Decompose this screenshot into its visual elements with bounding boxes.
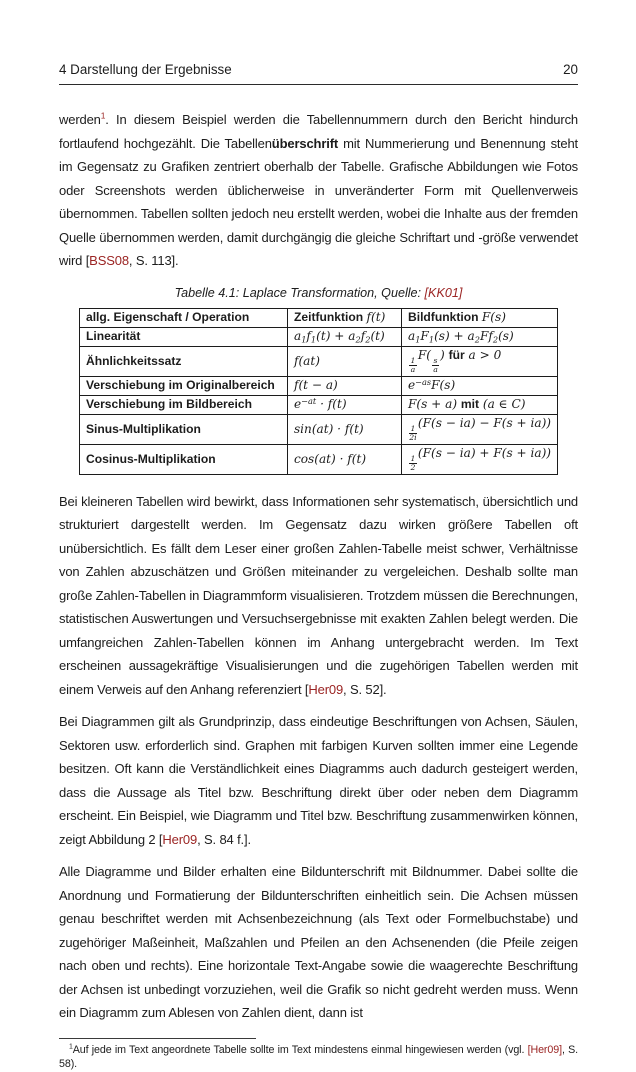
laplace-transformation-table (79, 308, 558, 475)
body-paragraphs (59, 490, 578, 1025)
table-row (79, 346, 557, 376)
table-row (79, 327, 557, 346)
table-cell-bildfunktion: F(s + a) mit (a ∈ C) (401, 395, 557, 414)
footnote-text: $^1$Auf jede im Text angeordnete Tabelle sollte im Text mindestens einmal hingewiesen werden (vgl. [Her09], S. 58). (59, 1043, 578, 1071)
footnote-rule (59, 1038, 256, 1039)
table-cell-operation: Verschiebung im Originalbereich (79, 376, 287, 395)
table-cell-operation: Ähnlichkeitssatz (79, 346, 287, 376)
page-header (59, 62, 578, 85)
table-cell-operation: Sinus-Multiplikation (79, 414, 287, 444)
table-cell-bildfunktion: $\frac{1}{2i}$ (F(s − ia) − F(s + ia)) (401, 414, 557, 444)
table-cell-bildfunktion: $e^{-as}F(s)$ (401, 376, 557, 395)
table-column-header: allg. Eigenschaft / Operation (79, 308, 287, 327)
table-cell-bildfunktion: $a_1F_1(s) + a_2Ff_2(s)$ (401, 327, 557, 346)
paragraph: Alle Diagramme und Bilder erhalten eine Bildunterschrift mit Bildnummer. Dabei sollte die Anordnung und Formatierung der Bildunterschriften einheitlich sein. Die Achsen müssen genau beschriftet werden mit Achsenbezeichnung (als Text oder Formelbuchstabe) und zugehöriger Maßeinheit, Maßzahlen und Pfeilen an den Achsenenden (die Pfeile zeigen nach oben und rechts). Eine horizontale Text-Angabe sowie die waagerechte Beschriftung der Achsen ist unbedingt vorzuziehen, weil die Grafik so nicht gedreht werden muss. Wenn ein Diagramm zum Ablesen von Zahlen dient, dann ist (59, 864, 578, 1021)
table-cell-operation: Linearität (79, 327, 287, 346)
page-content (59, 108, 578, 1072)
table-row (79, 376, 557, 395)
table-cell-bildfunktion: $\frac{1}{2}$ (F(s − ia) + F(s + ia)) (401, 444, 557, 474)
table-header-row (79, 308, 557, 327)
table-row (79, 395, 557, 414)
page-number: 20 (563, 62, 578, 77)
table-cell-zeitfunktion: $e^{-at} \cdot f(t)$ (287, 395, 401, 414)
paragraph: werden$^1$. In diesem Beispiel werden die Tabellennummern durch den Bericht hindurch fortlaufend hochgezählt. Die Tabellenüberschrift mit Nummerierung und Benennung steht im Gegensatz zu Grafiken zentriert oberhalb der Tabelle. Grafische Abbildungen wie Fotos oder Screenshots werden üblicherweise in unveränderter Form mit Quellenverweis übernommen. Tabellen sollten jedoch neu erstellt werden, wobei die Inhalte aus der fremden Quelle übernommen werden, damit durchgängig die gleiche Schriftart und -größe verwendet wird [BSS08, S. 113]. (59, 110, 579, 268)
table-column-header: Bildfunktion F(s) (401, 308, 557, 327)
table-cell-zeitfunktion: f(at) (287, 346, 401, 376)
table-cell-zeitfunktion: sin(at) · f(t) (287, 414, 401, 444)
table-cell-zeitfunktion: $a_1f_1(t) + a_2f_2(t)$ (287, 327, 401, 346)
table-row (79, 414, 557, 444)
table-body (79, 327, 557, 474)
section-title: 4 Darstellung der Ergebnisse (59, 62, 232, 77)
table-row (79, 444, 557, 474)
table-column-header: Zeitfunktion f(t) (287, 308, 401, 327)
table-cell-bildfunktion: $\frac{1}{a}$ F( $\frac{s}{a}$ ) für a > 0 (401, 346, 557, 376)
paragraph: Bei Diagrammen gilt als Grundprinzip, dass eindeutige Beschriftungen von Achsen, Säulen, Sektoren usw. erforderlich sind. Graphen mit farbigen Kurven sollten immer eine Legende besitzen. Oft kann die Verständlichkeit eines Diagramms auch dadurch gesteigert werden, dass die Aussage als Titel bzw. Beschriftung direkt über oder neben dem Diagramm erscheint. Ein Beispiel, wie Diagramm und Titel bzw. Beschriftung zusammenwirken können, zeigt Abbildung 2 [Her09, S. 84 f.]. (59, 714, 578, 847)
table-cell-zeitfunktion: cos(at) · f(t) (287, 444, 401, 474)
table-caption: Tabelle 4.1: Laplace Transformation, Quelle: [KK01] (174, 285, 463, 300)
table-cell-operation: Cosinus-Multiplikation (79, 444, 287, 474)
table-cell-operation: Verschiebung im Bildbereich (79, 395, 287, 414)
table-cell-zeitfunktion: f(t − a) (287, 376, 401, 395)
paragraph: Bei kleineren Tabellen wird bewirkt, dass Informationen sehr systematisch, übersichtlich und strukturiert dargestellt werden. Im Gegensatz dazu wirken größere Tabellen oft unübersichtlich. Es fällt dem Leser einer großen Zahlen-Tabelle meist schwer, Verhältnisse von Zahlen abzuschätzen und Größen miteinander zu vergeleichen. Deshalb sollte man große Zahlen-Tabellen in Diagrammform visualisieren. Trotzdem müssen die Berechnungen, statistischen Auswertungen und Versuchsergebnisse mit exakten Zahlen belegt werden. Die umfangreichen Zahlen-Tabellen können im Anhang untergebracht werden. Im Text erscheinen aussagekräftige Visualisierungen und die zugehörigen Tabellen werden mit einem Verweis auf den Anhang referenziert [Her09, S. 52]. (59, 493, 578, 697)
body-paragraph-1 (59, 108, 578, 273)
